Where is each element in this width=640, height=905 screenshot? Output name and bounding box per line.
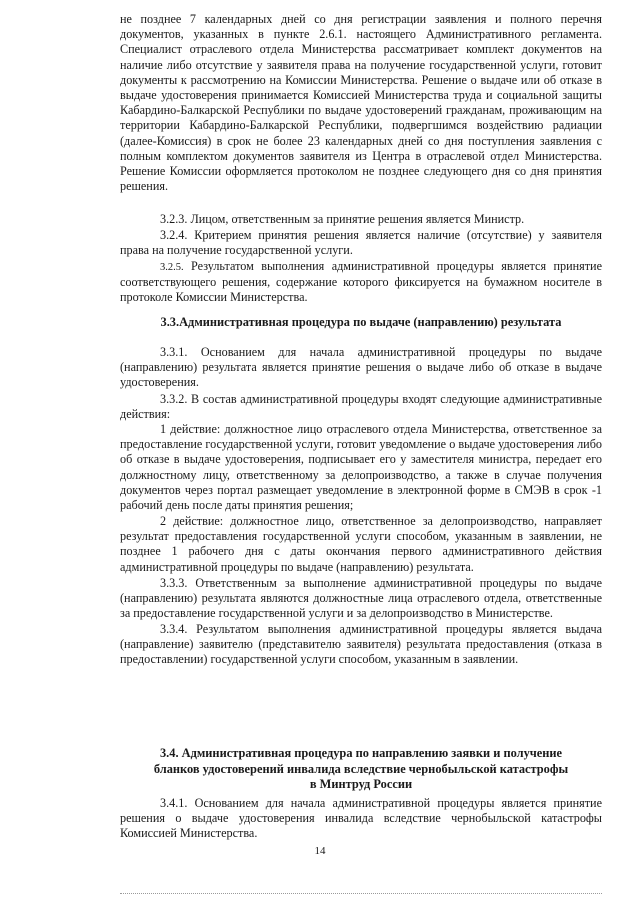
- paragraph-3-2-4: 3.2.4. Критерием принятия решения является наличие (отсутствие) у заявителя права на получение государственной услуги.: [120, 228, 602, 258]
- section-3-4-1: [120, 796, 602, 842]
- paragraph-3-3-3: 3.3.3. Ответственным за выполнение административной процедуры по выдаче (направлению) результата являются должностные лица отраслевого отдела, ответственные за предоставление государственной услуги и за делопроизводство в Министерстве.: [120, 576, 602, 621]
- action-2-block: [120, 514, 602, 575]
- section-heading-3-4-line2: бланков удостоверений инвалида вследствие чернобыльской катастрофы: [153, 761, 569, 776]
- section-3-3-1: [120, 345, 602, 391]
- paragraph-3-4-1: 3.4.1. Основанием для начала административной процедуры является принятие решения о выдаче удостоверения инвалида вследствие чернобыльской катастрофы Комиссией Министерства.: [120, 796, 602, 841]
- section-heading-3-3: 3.3.Административная процедура по выдаче (направлению) результата: [160, 315, 562, 329]
- heading-3-4-block: [120, 746, 602, 793]
- section-3-3-2: [120, 392, 602, 422]
- paragraph-commission-decision: не позднее 7 календарных дней со дня регистрации заявления и полного перечня документов, указанных в пункте 2.6.1. настоящего Административного регламента. Специалист отраслевого отдела Министерства рассматривает комплект документов на наличие либо отсутствие у заявителя права на получение государственной услуги, готовит документы к рассмотрению на Комиссии Министерства. Решение о выдаче или об отказе в выдаче удостоверения принимается Комиссией Министерства труда и социальной защиты Кабардино-Балкарской Республики по выдаче удостоверений гражданам, проживающим на территории Кабардино-Балкарской Республики, подвергшимся воздействию радиации (далее-Комиссия) в срок не более 23 календарных дней со дня поступления заявления с полным комплектом документов заявителя из Центра в отраслевой отдел Министерства. Решение Комиссии оформляется протоколом не позднее следующего дня со дня принятия решения.: [120, 12, 602, 194]
- paragraph-3-3-4: 3.3.4. Результатом выполнения административной процедуры является выдача (направление) заявителю (представителю заявителя) результата предоставления (отказа в предоставлении) государственной услуги способом, указанным в заявлении.: [120, 622, 602, 667]
- heading-3-3-block: [120, 315, 602, 331]
- section-heading-3-4-line3: в Минтруд России: [309, 777, 413, 791]
- page-number: 14: [314, 845, 326, 857]
- action-1-block: [120, 422, 602, 513]
- section-3-2-4: [120, 228, 602, 258]
- paragraph-action-1: 1 действие: должностное лицо отраслевого отдела Министерства, ответственное за предоставление государственной услуги, готовит уведомление о выдаче удостоверения либо об отказе в выдаче удостоверения, подписывает его у заместителя министра, передает его должностному лицу, ответственному за делопроизводство, а также в случае получения документов через портал размещает уведомление в электронной форме в СМЭВ в срок -1 рабочий день после даты принятия решения;: [120, 422, 602, 513]
- paragraph-3-3-2: 3.3.2. В состав административной процедуры входят следующие административные действия:: [120, 392, 602, 422]
- paragraph-number: 3.2.5.: [160, 262, 184, 273]
- paragraph-3-2-3: 3.2.3. Лицом, ответственным за принятие решения является Министр.: [160, 212, 525, 226]
- paragraph-3-3-1: 3.3.1. Основанием для начала административной процедуры по выдаче (направлению) результата является принятие решения о выдаче либо об отказе в выдаче удостоверения.: [120, 345, 602, 390]
- footer-divider: [120, 893, 602, 895]
- section-heading-3-4-line1: 3.4. Административная процедура по направлению заявки и получение: [159, 746, 563, 760]
- section-3-3-4: [120, 622, 602, 668]
- text-block-top: [120, 12, 602, 194]
- paragraph-3-2-5: [120, 259, 602, 306]
- paragraph-text: Результатом выполнения административной процедуры является принятие соответствующего решения, содержание которого фиксируется на бумажном носителе в протоколе Комиссии Министерства.: [120, 259, 602, 305]
- section-3-3-3: [120, 576, 602, 622]
- section-3-2-5: [120, 259, 602, 306]
- paragraph-action-2: 2 действие: должностное лицо, ответственное за делопроизводство, направляет результат предоставления государственной услуги способом, указанным в заявлении, не позднее 1 рабочего дня с даты окончания первого административного действия административной процедуры по выдаче (направлению) результата.: [120, 514, 602, 574]
- section-3-2-3: [120, 212, 602, 227]
